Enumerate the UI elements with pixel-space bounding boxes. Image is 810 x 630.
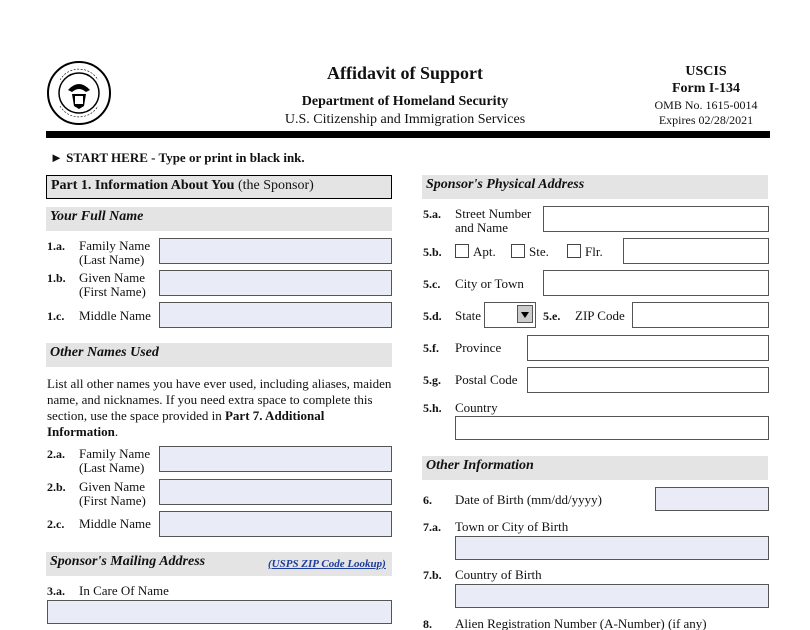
item-3a-label: In Care Of Name — [79, 583, 169, 598]
item-1c-label: Middle Name — [79, 308, 151, 323]
part1-title-suffix: (the Sponsor) — [237, 178, 314, 193]
part1-heading — [46, 175, 392, 199]
family-name-input[interactable] — [159, 238, 392, 264]
form-number: Form I-134 — [671, 81, 741, 96]
item-8-number: 8. — [423, 617, 432, 630]
postal-code-input[interactable] — [527, 367, 769, 393]
city-of-birth-input[interactable] — [455, 536, 769, 560]
agency-abbr: USCIS — [685, 64, 727, 79]
chevron-down-icon[interactable] — [517, 305, 533, 323]
dhs-seal — [46, 60, 112, 126]
item-5f-label: Province — [455, 340, 502, 355]
item-8-label: Alien Registration Number (A-Number) (if any) — [455, 616, 707, 630]
item-6-number: 6. — [423, 493, 432, 507]
zip-code-input[interactable] — [632, 302, 769, 328]
item-3a-number: 3.a. — [47, 584, 65, 598]
item-6-label: Date of Birth (mm/dd/yyyy) — [455, 492, 602, 507]
item-1a-sublabel: (Last Name) — [79, 252, 145, 267]
item-1c-number: 1.c. — [47, 309, 65, 323]
item-2a-label: Family Name — [79, 446, 151, 461]
ste-label: Ste. — [529, 244, 549, 259]
header-divider — [46, 131, 770, 138]
other-names-intro: List all other names you have ever used, including aliases, maiden name, and nicknames. If you need extra space to complete this section, use the space provided in — [47, 376, 392, 423]
other-names-instructions — [47, 376, 392, 440]
item-7b-label: Country of Birth — [455, 567, 542, 582]
other-middle-name-input[interactable] — [159, 511, 392, 537]
start-here-instruction: ► START HERE - Type or print in black ink. — [50, 150, 305, 165]
physical-address-heading: Sponsor's Physical Address — [422, 175, 768, 199]
item-5d-number: 5.d. — [423, 309, 442, 323]
item-1b-number: 1.b. — [47, 271, 66, 285]
date-of-birth-input[interactable] — [655, 487, 769, 511]
apt-checkbox[interactable] — [455, 244, 469, 258]
item-1b-label: Given Name — [79, 270, 146, 285]
apt-label: Apt. — [473, 244, 496, 259]
country-of-birth-input[interactable] — [455, 584, 769, 608]
item-5g-label: Postal Code — [455, 372, 518, 387]
other-given-name-input[interactable] — [159, 479, 392, 505]
item-2c-label: Middle Name — [79, 516, 151, 531]
unit-number-input[interactable] — [623, 238, 769, 264]
item-5e-number: 5.e. — [543, 309, 561, 323]
item-5f-number: 5.f. — [423, 341, 439, 355]
item-2b-label: Given Name — [79, 479, 146, 494]
other-names-intro-bold: Part 7. Additional Information — [47, 408, 325, 439]
state-select[interactable] — [484, 302, 536, 328]
city-input[interactable] — [543, 270, 769, 296]
other-names-intro-end: . — [114, 424, 119, 439]
item-7a-number: 7.a. — [423, 520, 441, 534]
item-5e-label: ZIP Code — [575, 308, 625, 323]
item-2a-number: 2.a. — [47, 447, 65, 461]
item-5d-label: State — [455, 308, 481, 323]
given-name-input[interactable] — [159, 270, 392, 296]
item-5c-label: City or Town — [455, 276, 524, 291]
item-7a-label: Town or City of Birth — [455, 519, 569, 534]
usps-zip-lookup-link[interactable]: (USPS ZIP Code Lookup) — [268, 558, 386, 570]
item-1a-number: 1.a. — [47, 239, 65, 253]
item-7b-number: 7.b. — [423, 568, 442, 582]
item-5h-label: Country — [455, 400, 498, 415]
item-5a-label: Street Number — [455, 206, 532, 221]
omb-number: OMB No. 1615-0014 — [654, 98, 758, 112]
other-names-heading: Other Names Used — [46, 343, 392, 367]
item-5c-number: 5.c. — [423, 277, 441, 291]
country-input[interactable] — [455, 416, 769, 440]
expiration-date: Expires 02/28/2021 — [658, 113, 754, 127]
department-name: Department of Homeland Security — [301, 94, 509, 109]
item-5h-number: 5.h. — [423, 401, 442, 415]
item-2b-number: 2.b. — [47, 480, 66, 494]
item-1b-sublabel: (First Name) — [79, 284, 146, 299]
item-2a-sublabel: (Last Name) — [79, 460, 145, 475]
street-name-input[interactable] — [543, 206, 769, 232]
item-2c-number: 2.c. — [47, 517, 65, 531]
agency-name: U.S. Citizenship and Immigration Services — [284, 112, 526, 127]
ste-checkbox[interactable] — [511, 244, 525, 258]
other-family-name-input[interactable] — [159, 446, 392, 472]
item-5a-sublabel: and Name — [455, 220, 509, 235]
full-name-heading: Your Full Name — [46, 207, 392, 231]
form-title: Affidavit of Support — [326, 63, 483, 83]
item-5b-number: 5.b. — [423, 245, 442, 259]
other-information-heading: Other Information — [422, 456, 768, 480]
flr-checkbox[interactable] — [567, 244, 581, 258]
item-5a-number: 5.a. — [423, 207, 441, 221]
in-care-of-name-input[interactable] — [47, 600, 392, 624]
item-5g-number: 5.g. — [423, 373, 441, 387]
mailing-address-title: Sponsor's Mailing Address — [50, 554, 206, 569]
province-input[interactable] — [527, 335, 769, 361]
flr-label: Flr. — [585, 244, 603, 259]
middle-name-input[interactable] — [159, 302, 392, 328]
part1-title: Part 1. Information About You — [51, 178, 235, 193]
item-2b-sublabel: (First Name) — [79, 493, 146, 508]
item-1a-label: Family Name — [79, 238, 151, 253]
